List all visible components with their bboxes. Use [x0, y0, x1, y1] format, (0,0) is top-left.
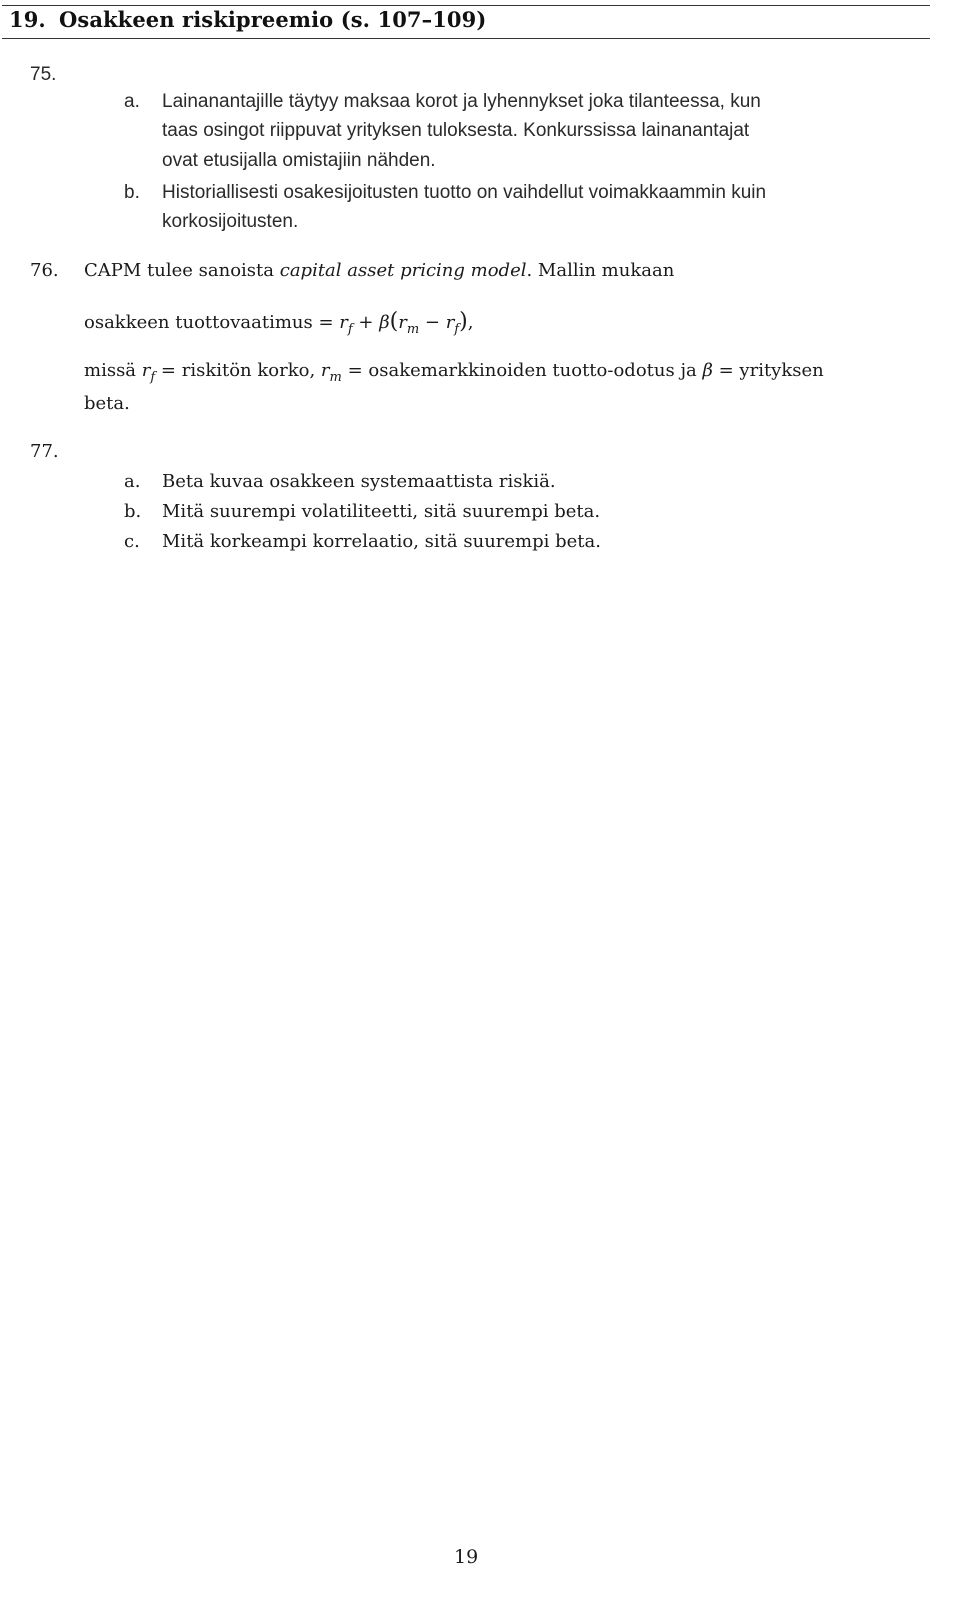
q75-a-line-2: taas osingot riippuvat yrityksen tuloksesta. Konkurssissa lainanantajat — [162, 120, 750, 141]
where-word: missä — [84, 360, 137, 381]
q75-a-line-1: Lainanantajille täytyy maksaa korot ja lyhennykset joka tilanteessa, kun — [162, 91, 761, 112]
q76-intro-plain: CAPM tulee sanoista — [84, 260, 280, 281]
q76-intro — [84, 260, 674, 281]
q75-b-label: b. — [124, 182, 140, 203]
q75-b-line-1: Historiallisesti osakesijoitusten tuotto on vaihdellut voimakkaammin kuin — [162, 182, 767, 203]
section-heading — [9, 7, 486, 32]
rf-description: riskitön korko, — [181, 360, 316, 381]
page-number: 19 — [454, 1546, 479, 1568]
beta-description-continued: beta. — [84, 393, 130, 414]
q77-c-text: Mitä korkeampi korrelaatio, sitä suurempi beta. — [162, 531, 601, 552]
beta-description: yrityksen — [739, 360, 824, 381]
question-number-77: 77. — [30, 441, 59, 462]
question-number-75: 75. — [30, 64, 57, 85]
capm-formula: osakkeen tuottovaatimus = $r_f + \beta(r_m - r_f)$, — [84, 309, 474, 337]
q76-intro-rest: . Mallin mukaan — [526, 260, 675, 281]
question-number-76: 76. — [30, 260, 59, 281]
q76-intro-italic: capital asset pricing model — [279, 260, 527, 281]
q77-a-label: a. — [124, 471, 141, 492]
q75-b-line-2: korkosijoitusten. — [162, 211, 299, 232]
formula-label: osakkeen tuottovaatimus — [84, 312, 313, 333]
q75-a-label: a. — [124, 91, 140, 112]
q77-a-text: Beta kuvaa osakkeen systemaattista riskiä. — [162, 471, 556, 492]
rm-description: osakemarkkinoiden tuotto-odotus ja — [368, 360, 697, 381]
section-title: Osakkeen riskipreemio (s. 107–109) — [59, 7, 487, 32]
section-number: 19. — [9, 7, 46, 32]
q75-a-line-3: ovat etusijalla omistajiin nähden. — [162, 150, 436, 171]
q77-c-label: c. — [124, 531, 140, 552]
q77-b-label: b. — [124, 501, 142, 522]
q77-b-text: Mitä suurempi volatiliteetti, sitä suurempi beta. — [162, 501, 601, 522]
q76-definitions: missä $r_f$ = riskitön korko, $r_m$ = osakemarkkinoiden tuotto-odotus ja β = yrityksen — [84, 360, 824, 385]
